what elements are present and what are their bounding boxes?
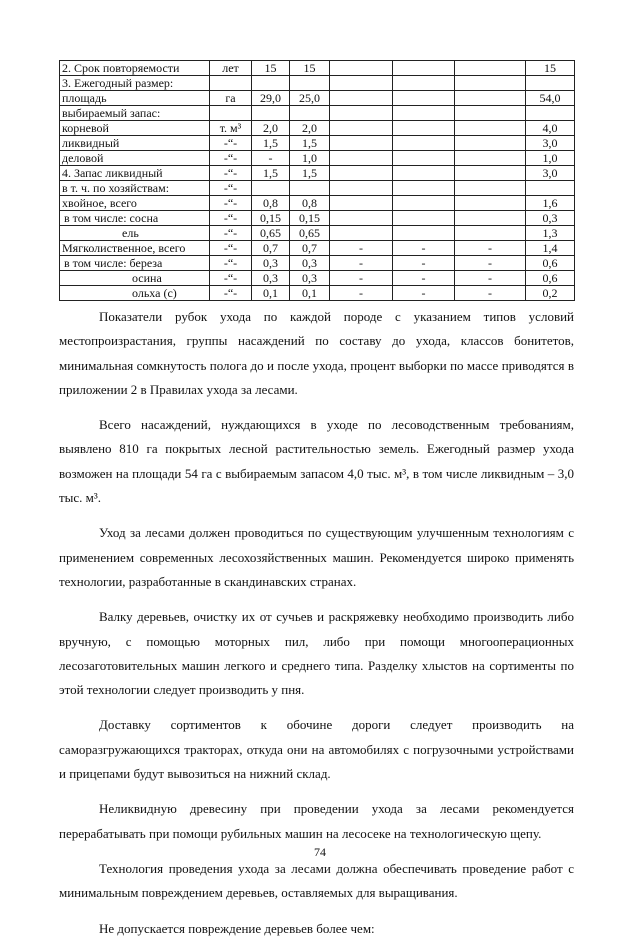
table-row (60, 61, 575, 76)
paragraph: Уход за лесами должен проводиться по существующим улучшенным технологиям с применением современных лесохозяйственных машин. Рекомендуется широко применять технологии, разработанные в скандинавских странах. (59, 525, 574, 589)
table-row (60, 106, 575, 121)
table-cell (455, 226, 526, 241)
table-cell: 1,5 (290, 136, 330, 151)
table-cell (455, 211, 526, 226)
table-cell (393, 181, 455, 196)
table-cell: 3,0 (526, 136, 575, 151)
table-cell: га (210, 91, 252, 106)
table-cell: ель (60, 226, 210, 241)
table-cell (290, 181, 330, 196)
table-cell: - (455, 286, 526, 301)
table-cell (330, 136, 393, 151)
table-cell: - (393, 241, 455, 256)
table-row (60, 256, 575, 271)
table-cell (330, 226, 393, 241)
table-cell: -“- (210, 286, 252, 301)
table-cell: 0,1 (252, 286, 290, 301)
table-cell: 1,5 (252, 166, 290, 181)
table-row (60, 136, 575, 151)
table-cell: 0,6 (526, 256, 575, 271)
table-cell: 0,6 (526, 271, 575, 286)
table-cell: т. м³ (210, 121, 252, 136)
table-cell: 0,65 (290, 226, 330, 241)
table-cell: 0,1 (290, 286, 330, 301)
table-row (60, 211, 575, 226)
table-cell (393, 106, 455, 121)
page-number: 74 (314, 845, 326, 859)
table-cell: 3. Ежегодный размер: (60, 76, 210, 91)
table-cell: -“- (210, 241, 252, 256)
table-cell (526, 106, 575, 121)
table-cell: 0,3 (252, 271, 290, 286)
table-cell: лет (210, 61, 252, 76)
table-cell (393, 151, 455, 166)
table-cell: - (393, 256, 455, 271)
table-cell (252, 106, 290, 121)
table-cell: 1,5 (290, 166, 330, 181)
table-cell: площадь (60, 91, 210, 106)
table-cell: 54,0 (526, 91, 575, 106)
table-cell: - (393, 271, 455, 286)
table-cell (393, 136, 455, 151)
table-cell: -“- (210, 256, 252, 271)
table-cell (455, 181, 526, 196)
table-row (60, 76, 575, 91)
table-cell: - (252, 151, 290, 166)
paragraph: Доставку сортиментов к обочине дороги следует производить на саморазгружающихся тракторах, откуда они на автомобилях с погрузочными устройствами и прицепами будут вывозиться на нижний склад. (59, 717, 574, 782)
table-cell: 1,0 (290, 151, 330, 166)
table-cell: 0,3 (290, 256, 330, 271)
table-cell: 4,0 (526, 121, 575, 136)
table-row (60, 181, 575, 196)
paragraph: Всего насаждений, нуждающихся в уходе по лесоводственным требованиям, выявлено 810 га покрытых лесной растительностью земель. Ежегодный размер ухода возможен на площади 54 га с выбираемым запасом 4,0 тыс. м³, в том числе ликвидным – 3,0 тыс. м³. (59, 417, 574, 506)
table-row (60, 196, 575, 211)
table-cell: -“- (210, 211, 252, 226)
table-cell: выбираемый запас: (60, 106, 210, 121)
table-cell: - (330, 256, 393, 271)
table-cell (330, 211, 393, 226)
table-cell (330, 151, 393, 166)
table-cell (393, 121, 455, 136)
table-cell: - (393, 286, 455, 301)
table-cell (290, 76, 330, 91)
table-cell (330, 181, 393, 196)
table-cell: 0,15 (290, 211, 330, 226)
table-cell: -“- (210, 226, 252, 241)
table-cell: -“- (210, 196, 252, 211)
table-cell: 1,6 (526, 196, 575, 211)
table-cell: - (455, 256, 526, 271)
table-row (60, 226, 575, 241)
table-cell (455, 106, 526, 121)
table-cell: 0,3 (290, 271, 330, 286)
table-cell (455, 61, 526, 76)
table-row (60, 151, 575, 166)
table-cell: 1,5 (252, 136, 290, 151)
table-cell: 0,15 (252, 211, 290, 226)
table-cell (455, 121, 526, 136)
table-cell: корневой (60, 121, 210, 136)
table-row (60, 271, 575, 286)
table-cell (290, 106, 330, 121)
table-cell (330, 121, 393, 136)
table-cell: 4. Запас ликвидный (60, 166, 210, 181)
table-cell: 0,65 (252, 226, 290, 241)
table-cell (330, 91, 393, 106)
table-cell: 0,3 (526, 211, 575, 226)
paragraph: Неликвидную древесину при проведении ухода за лесами рекомендуется перерабатывать при помощи рубильных машин на лесосеке на технологическую щепу. (59, 801, 574, 841)
table-cell: - (455, 271, 526, 286)
table-cell (330, 106, 393, 121)
table-cell (455, 91, 526, 106)
table-cell: -“- (210, 181, 252, 196)
table-cell (210, 76, 252, 91)
table-cell: 3,0 (526, 166, 575, 181)
table-cell (210, 106, 252, 121)
table-cell: 15 (252, 61, 290, 76)
table-cell: - (330, 241, 393, 256)
table-cell: 0,2 (526, 286, 575, 301)
table-row (60, 286, 575, 301)
table-cell: - (330, 286, 393, 301)
table-cell (455, 151, 526, 166)
table-cell (393, 196, 455, 211)
table-cell: -“- (210, 151, 252, 166)
table-cell (252, 181, 290, 196)
table-cell (455, 76, 526, 91)
table-cell: - (455, 241, 526, 256)
table-cell: в том числе: береза (60, 256, 210, 271)
paragraph: Показатели рубок ухода по каждой породе с указанием типов условий местопроизрастания, группы насаждений по составу до ухода, классов бонитетов, минимальная сомкнутость полога до и после ухода, процент выборки по массе приводятся в приложении 2 в Правилах ухода за лесами. (59, 309, 574, 397)
table-cell (393, 211, 455, 226)
table-cell: 0,8 (290, 196, 330, 211)
paragraph: Валку деревьев, очистку их от сучьев и раскряжевку необходимо производить либо вручную, с помощью моторных пил, либо при помощи многооперационных лесозаготовительных машин легкого и среднего типа. Разделку хлыстов на сортименты по этой технологии следует производить у пня. (59, 609, 574, 698)
table-cell (330, 76, 393, 91)
table-cell: 1,3 (526, 226, 575, 241)
table-cell (393, 61, 455, 76)
table-row (60, 241, 575, 256)
table-cell: -“- (210, 166, 252, 181)
table-cell: 0,7 (252, 241, 290, 256)
forest-care-table (59, 60, 575, 301)
table-cell (455, 196, 526, 211)
table-cell (330, 196, 393, 211)
table-cell: 2,0 (252, 121, 290, 136)
table-cell (526, 181, 575, 196)
table-cell: хвойное, всего (60, 196, 210, 211)
table-cell: 0,8 (252, 196, 290, 211)
table-cell: 25,0 (290, 91, 330, 106)
table-cell (526, 76, 575, 91)
paragraph: Не допускается повреждение деревьев более чем: (99, 920, 375, 936)
table-cell: в т. ч. по хозяйствам: (60, 181, 210, 196)
table-cell: 15 (526, 61, 575, 76)
table-cell (455, 166, 526, 181)
table-cell: 0,3 (252, 256, 290, 271)
table-cell: в том числе: сосна (60, 211, 210, 226)
table-cell: 15 (290, 61, 330, 76)
table-cell: 2. Срок повторяемости (60, 61, 210, 76)
table-cell (252, 76, 290, 91)
table-cell (393, 76, 455, 91)
table-cell (393, 166, 455, 181)
table-cell: ольха (с) (60, 286, 210, 301)
table-cell: 2,0 (290, 121, 330, 136)
table-row (60, 166, 575, 181)
table-cell: 0,7 (290, 241, 330, 256)
table-cell (393, 91, 455, 106)
table-cell: 1,0 (526, 151, 575, 166)
table-cell: 1,4 (526, 241, 575, 256)
table-cell (330, 166, 393, 181)
table-cell: 29,0 (252, 91, 290, 106)
paragraph: Технология проведения ухода за лесами должна обеспечивать проведение работ с минимальным повреждением деревьев, оставляемых для выращивания. (59, 860, 574, 901)
table-cell (455, 136, 526, 151)
table-cell (393, 226, 455, 241)
table-cell: -“- (210, 136, 252, 151)
table-row (60, 91, 575, 106)
table-cell: ликвидный (60, 136, 210, 151)
table-cell: осина (60, 271, 210, 286)
table-cell: -“- (210, 271, 252, 286)
table-cell: Мягколиственное, всего (60, 241, 210, 256)
table-cell (330, 61, 393, 76)
table-cell: деловой (60, 151, 210, 166)
table-cell: - (330, 271, 393, 286)
table-row (60, 121, 575, 136)
